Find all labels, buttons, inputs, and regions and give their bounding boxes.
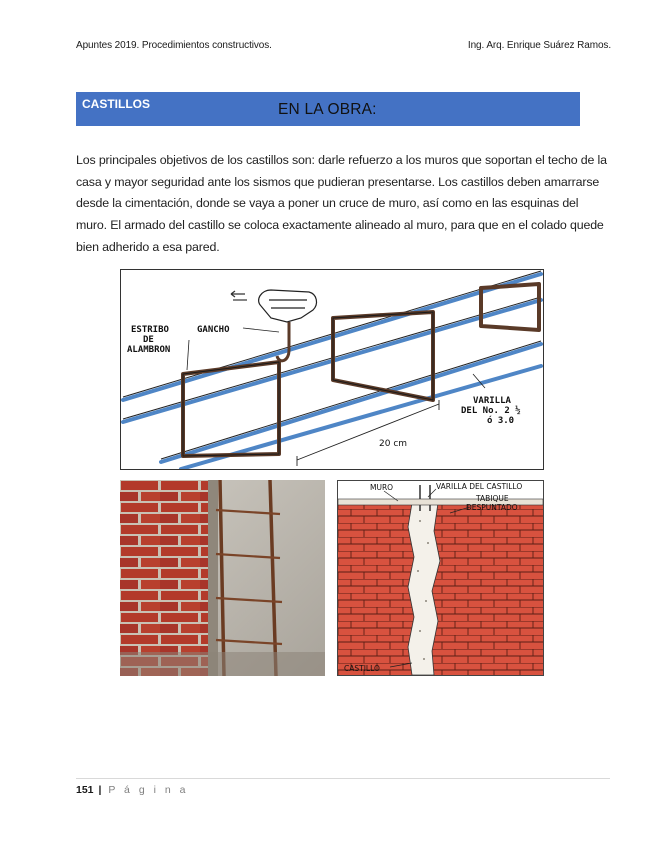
brick-wall-photo [120,480,325,676]
page-footer [76,784,188,796]
header-left: Apuntes 2019. Procedimientos constructivos. [76,40,272,51]
label-varilla-1: VARILLA [473,396,511,406]
label-estribo-2: DE [143,335,154,345]
header-right: Ing. Arq. Enrique Suárez Ramos. [467,40,611,51]
label-varilla-3: ó 3.0 [487,416,515,426]
label-muro: MURO [370,483,394,492]
page-word: P á g i n a [108,784,189,796]
label-dimension: 20 cm [379,439,408,449]
castillo-wall-diagram [337,480,544,676]
section-banner [76,92,580,126]
label-estribo-1: ESTRIBO [131,325,169,335]
label-varilla-castillo: VARILLA DEL CASTILLO [436,482,523,491]
footer-divider [76,778,610,779]
section-label: CASTILLOS [82,97,150,111]
section-title: EN LA OBRA: [278,101,377,118]
body-paragraph: Los principales objetivos de los castillos son: darle refuerzo a los muros que soportan el techo de la casa y mayor seguridad ante los sismos que pudieran presentarse. Los castillos deben amarrarse desde la cimentación, donde se vaya a poner un cruce de muro, así como en las esquinas del muro. El armado del castillo se coloca exactamente alineado al muro, para que en el colado quede bien adherido a esa pared. [76,153,607,254]
footer-separator: | [98,784,102,796]
label-gancho: GANCHO [197,325,230,335]
label-castillo: CASTILLO [344,664,380,673]
rebar-cage-illustration [120,269,544,470]
label-varilla-2: DEL No. 2 ½ [461,406,521,416]
label-estribo-3: ALAMBRON [127,345,171,355]
label-tabique-1: TABIQUE [476,494,509,503]
page-number: 151 [76,784,94,796]
label-tabique-2: DESPUNTADO [466,503,518,512]
